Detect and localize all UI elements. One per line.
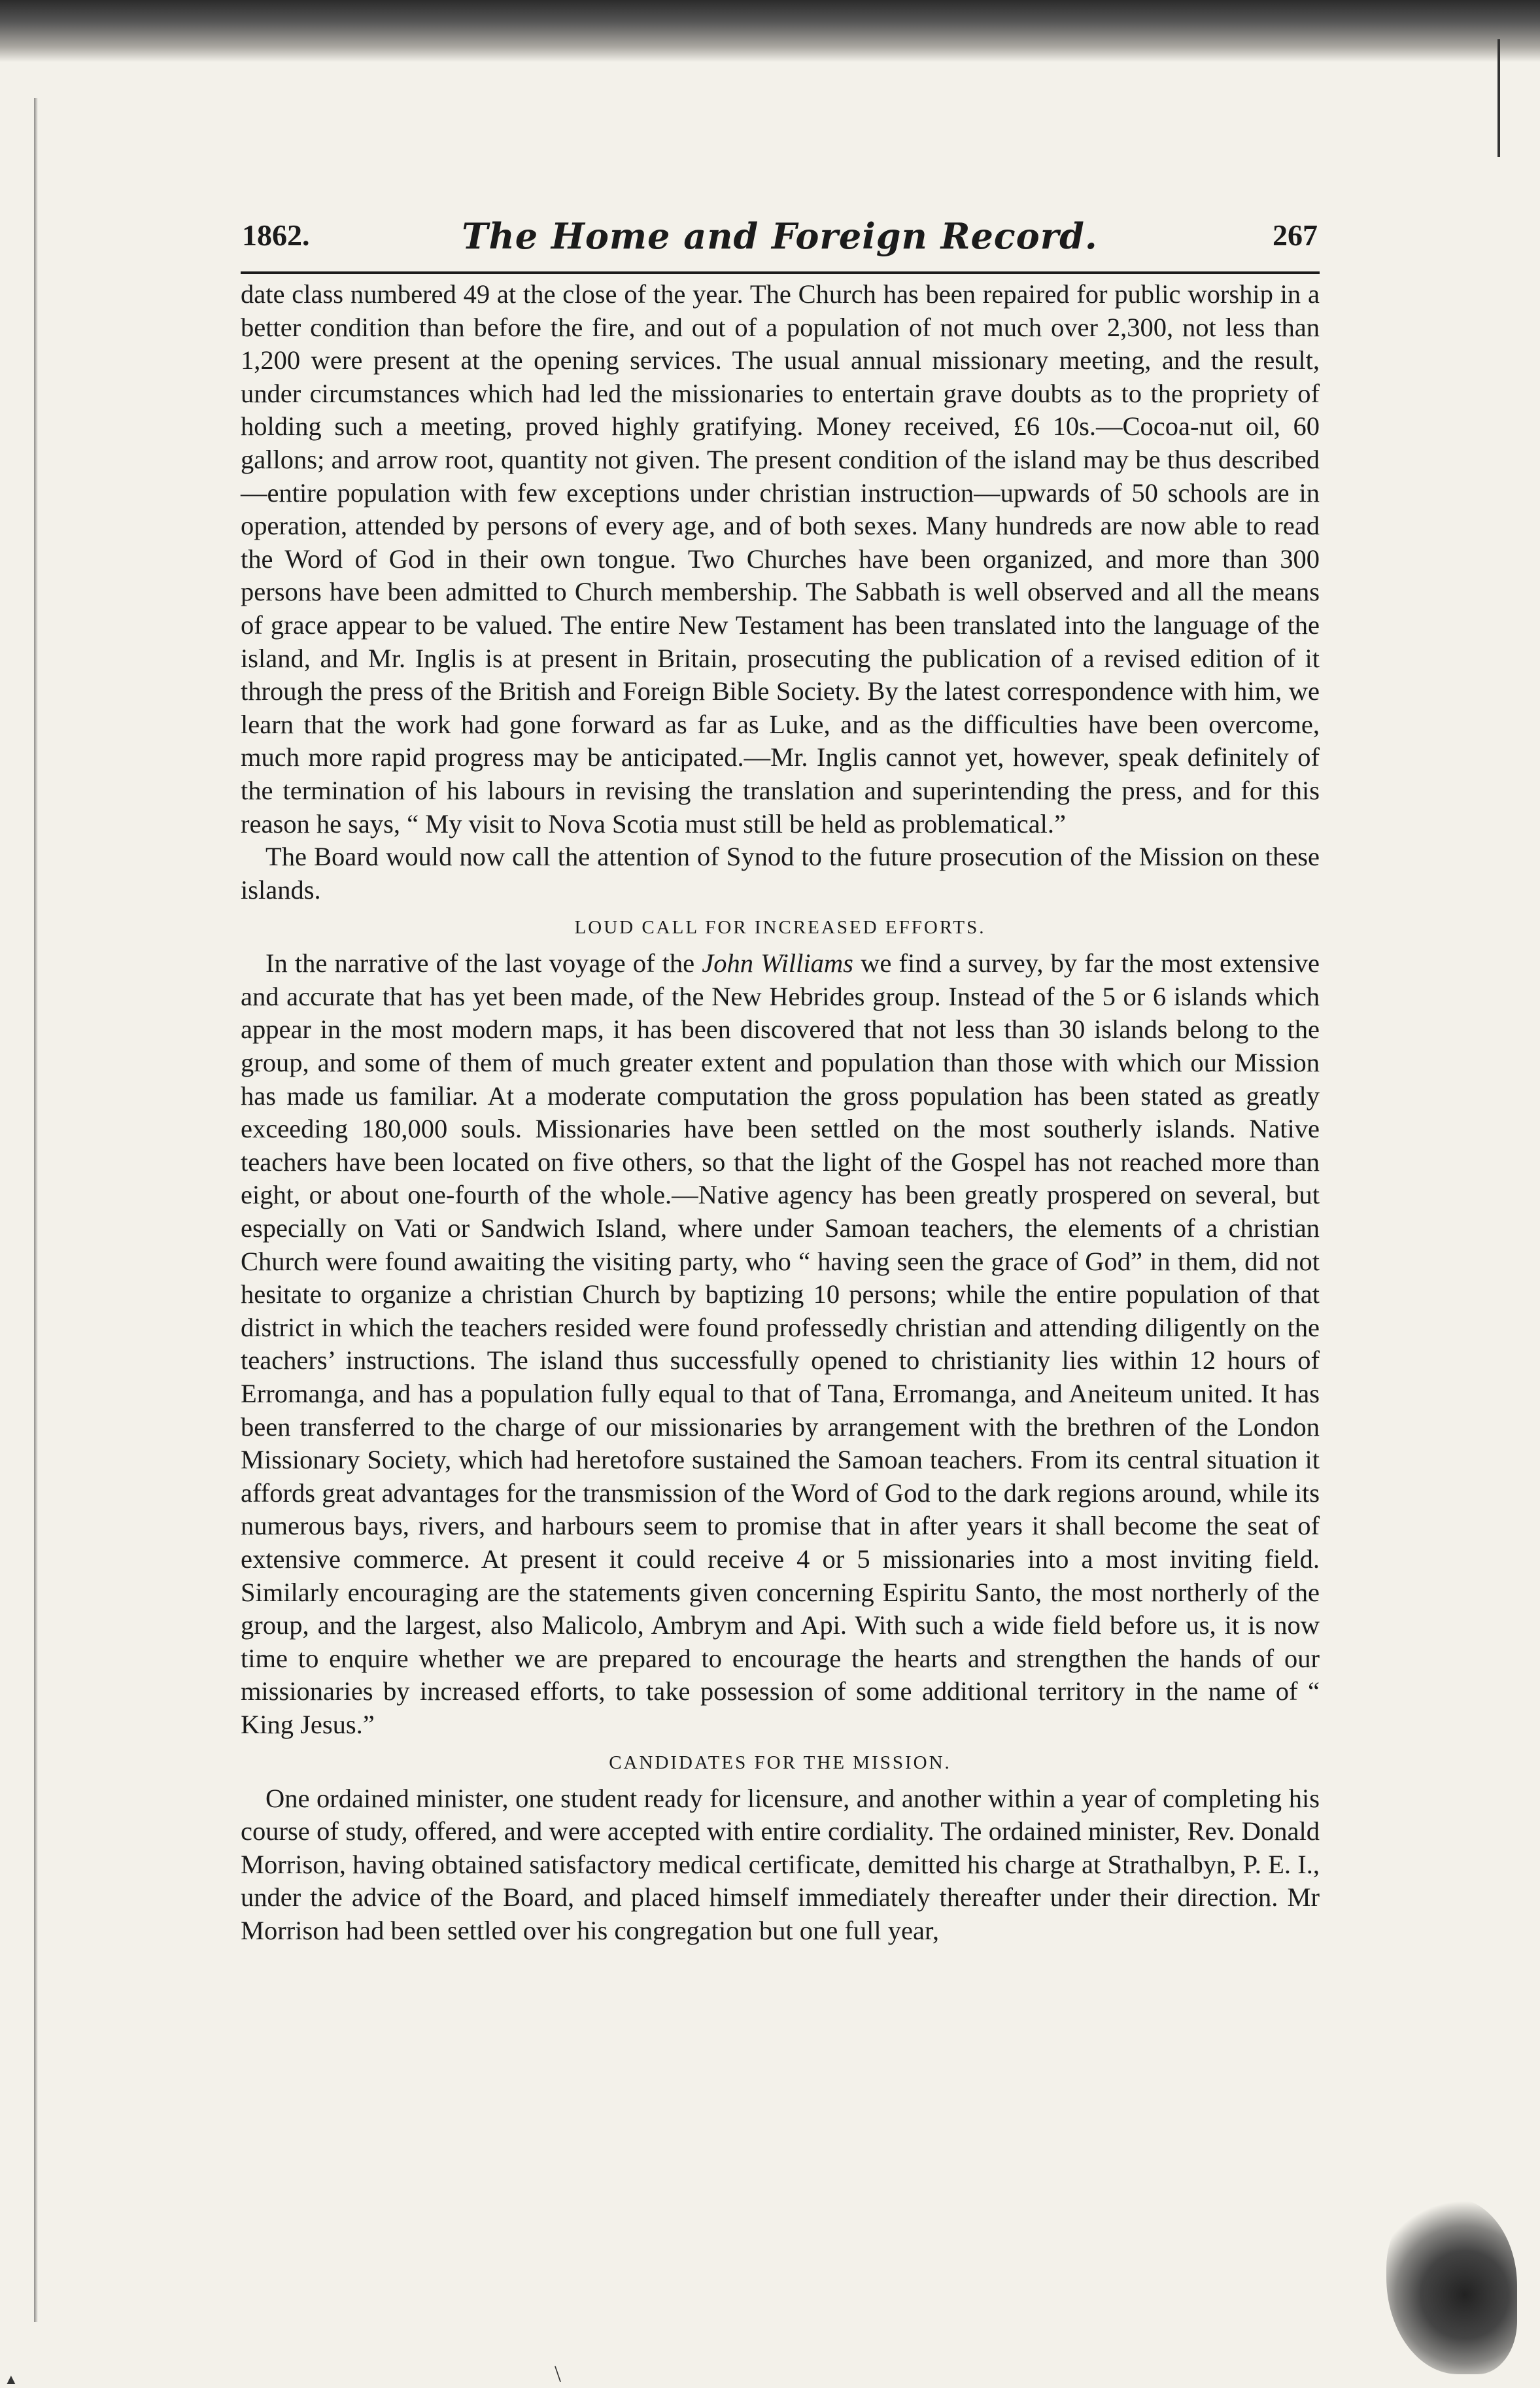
running-header: [242, 215, 1318, 270]
header-title: The Home and Foreign Record.: [462, 215, 1098, 257]
scan-binding-shadow: [34, 98, 38, 2322]
paragraph-candidates: One ordained minister, one student ready for licensure, and another within a year of completing his course of study, offered, and were accepted with entire cordiality. The ordained minister, Rev. Donald Morrison, having obtained satisfactory medical certificate, demitted his charge at Strathalbyn, P. E. I., under the advice of the Board, and placed himself immediately thereafter under their direction. Mr Morrison had been settled over his congregation but one full year,: [241, 1783, 1320, 1945]
paragraph-continued: date class numbered 49 at the close of the year. The Church has been repaired for public worship in a better condition than before the fire, and out of a population of not much over 2,300, not less than 1,200 were present at the opening services. The usual annual missionary meeting, and the result, under circumstances which had led the missionaries to entertain grave doubts as to the propriety of holding such a meeting, proved highly gratifying. Money received, £6 10s.—Cocoa-nut oil, 60 gallons; and arrow root, quantity not given. The present condition of the island may be thus described—entire population with few exceptions under christian instruction—upwards of 50 schools are in operation, attended by persons of every age, and of both sexes. Many hundreds are now able to read the Word of God in their own tongue. Two Churches have been organized, and more than 300 persons have been admitted to Church membership. The Sabbath is well observed and all the means of grace appear to be valued. The entire New Testament has been translated into the language of the island, and Mr. Inglis is at present in Britain, prosecuting the publication of a revised edition of it through the press of the British and Foreign Bible Society. By the latest correspondence with him, we learn that the work had gone forward as far as Luke, and as the difficulties have been overcome, much more rapid progress may be anticipated.—Mr. Inglis cannot yet, however, speak definitely of the termination of his labours in revising the translation and superintending the press, and for this reason he says, “ My visit to Nova Scotia must still be held as problematical.”: [241, 279, 1320, 839]
header-rule: [241, 271, 1320, 274]
scan-dark-top-edge: [0, 0, 1540, 62]
text-run: In the narrative of the last voyage of the: [265, 948, 702, 978]
page-body: [241, 278, 1320, 1948]
paragraph-board: The Board would now call the attention of Synod to the future prosecution of the Mission on these islands.: [241, 842, 1320, 905]
text-run: we find a survey, by far the most extensive and accurate that has yet been made, of the New Hebrides group. Instead of the 5 or 6 islands which appear in the most modern maps, it has been discovered that not less than 30 islands belong to the group, and some of them of much greater extent and population than those with which our Mission has made us familiar. At a moderate computation the gross population has been stated as greatly exceeding 180,000 souls. Missionaries have been settled on the most southerly islands. Native teachers have been located on five others, so that the light of the Gospel has not reached more than eight, or about one-fourth of the whole.—Native agency has been greatly prospered on several, but especially on Vati or Sandwich Island, where under Samoan teachers, the elements of a christian Church were found awaiting the visiting party, who “ having seen the grace of God” in them, did not hesitate to organize a christian Church by baptizing 10 persons; while the entire population of that district in which the teachers resided were found professedly christian and attending diligently on the teachers’ instructions. The island thus successfully opened to christianity lies within 12 hours of Erromanga, and has a population fully equal to that of Tana, Erromanga, and Aneiteum united. It has been transferred to the charge of our missionaries by arrangement with the brethren of the London Missionary Society, which had heretofore sustained the Samoan teachers. From its central situation it affords great advantages for the transmission of the Word of God to the dark regions around, while its numerous bays, rivers, and harbours seem to promise that in after years it shall become the seat of extensive commerce. At present it could receive 4 or 5 missionaries into a most inviting field. Similarly encouraging are the statements given concerning Espiritu Santo, the most northerly of the group, and the largest, also Malicolo, Ambrym and Api. With such a wide field before us, it is now time to enquire whether we are prepared to encourage the hearts and strengthen the hands of our missionaries by increased efforts, to take possession of some additional territory in the name of “ King Jesus.”: [241, 948, 1320, 1739]
ink-stain: [1386, 2198, 1517, 2374]
section-heading-loud-call: LOUD CALL FOR INCREASED EFFORTS.: [574, 917, 986, 939]
ship-name: John Williams: [702, 948, 853, 978]
scan-right-edge-mark: [1497, 39, 1500, 157]
stray-mark: \: [555, 2361, 562, 2387]
section-heading-candidates: CANDIDATES FOR THE MISSION.: [609, 1752, 951, 1773]
paragraph-loud-call: [241, 947, 1320, 1741]
corner-mark: ▲: [4, 2371, 18, 2387]
header-year: 1862.: [242, 218, 310, 252]
page-number: 267: [1273, 218, 1318, 252]
